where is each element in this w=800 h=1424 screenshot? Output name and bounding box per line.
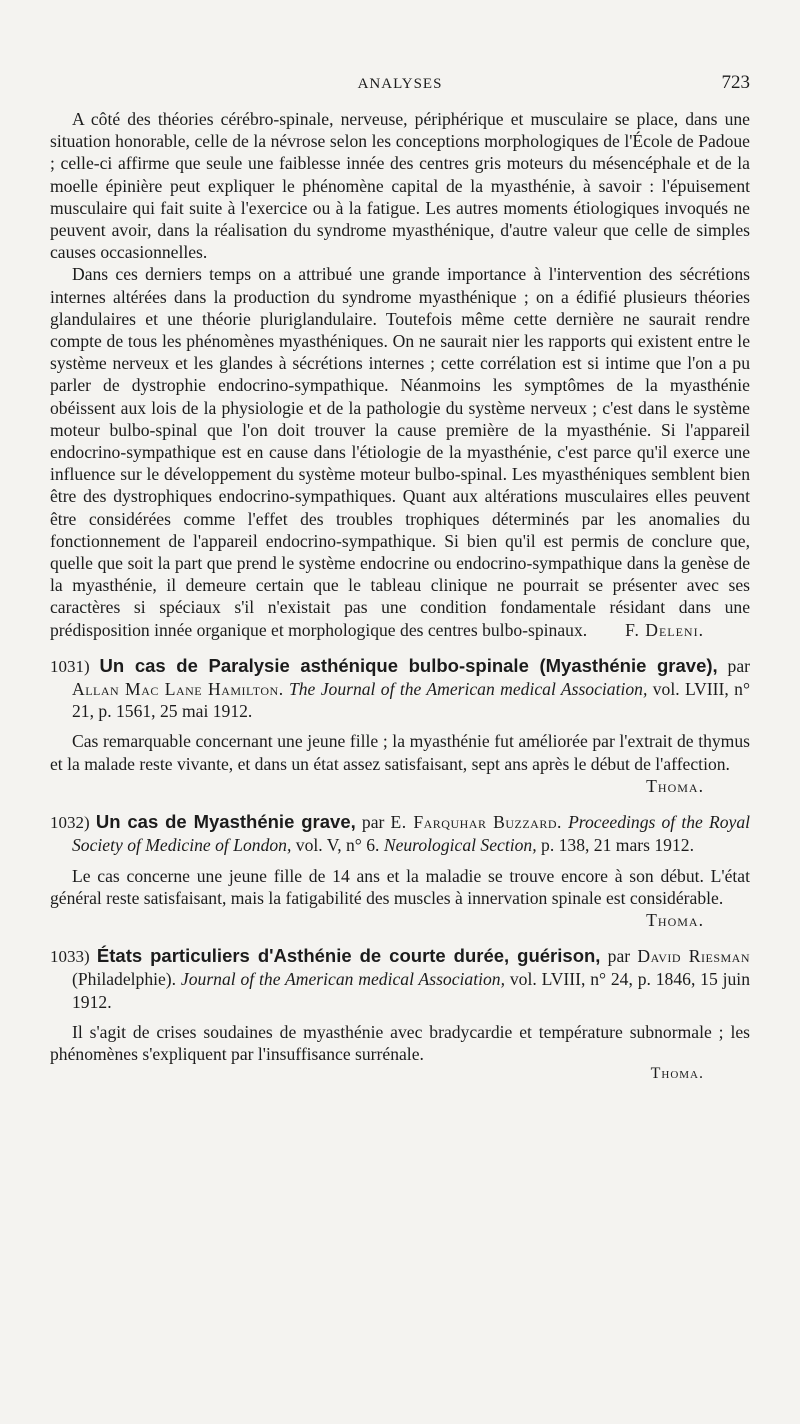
entry-summary: [50, 865, 750, 932]
entry-summary: Il s'agit de crises soudaines de myasthénie avec bradycardie et température subnormale ; les phénomènes s'expliquent par l'insuffisance surrénale.: [50, 1021, 750, 1064]
entry-summary-text: Le cas concerne une jeune fille de 14 ans et la maladie se trouve encore à son début. L'état général reste satisfaisant, mais la fatigabilité des muscles à innervation spinale est considérable.: [50, 865, 750, 908]
signature: Thoma.: [646, 909, 704, 930]
entry-by: par: [607, 946, 631, 967]
paragraph: A côté des théories cérébro-spinale, nerveuse, périphérique et musculaire se place, dans une situation honorable, celle de la névrose selon les conceptions morphologiques de l'École de Padoue ; celle-ci affirme que seule une faiblesse innée des centres gris moteurs du mésencéphale et de la moelle épinière peut expliquer le phénomène capital de la myasthénie, à savoir : l'épuisement musculaire qui fait suite à l'exercice ou à la fatigue. Les autres moments étiologiques invoqués ne peuvent avoir, dans la réalisation du syndrome myasthénique, d'autre valeur que celle de simples causes occasionnelles.: [50, 109, 750, 263]
paragraph-text: Dans ces derniers temps on a attribué une grande importance à l'intervention des sécrétions internes altérées dans la production du syndrome myasthénique ; on a édifié plusieurs théories glandulaires et une théorie pluriglandulaire. Toutefois même cette dernière ne saurait rendre compte de tous les phénomènes myasthéniques. On ne saurait nier les rapports qui existent entre le système nerveux et les glandes à sécrétions internes ; cette corrélation est si intime que l'on a pu parler de dystrophie endocrino-sympathique. Néanmoins les symptômes de la myasthénie obéissent aux lois de la physiologie et de la pathologie du système nerveux ; c'est dans le système moteur bulbo-spinal que l'on doit trouver la cause première de la myasthénie. Si l'appareil endocrino-sympathique est en cause dans l'étiologie de la myasthénie, c'est parce qu'il exerce une influence sur le développement du système moteur bulbo-spinal. Les myasthéniques semblent bien être des dystrophiques endocrino-sympathiques. Quant aux altérations musculaires elles peuvent être considérées comme l'effet des troubles trophiques déterminés par les anomalies du fonctionnement de l'appareil endocrino-sympathique. Si bien qu'il est permis de conclure que, quelle que soit la part que prend le système endocrine ou endocrino-sympathique dans la genèse de la myasthénie, il demeure certain que le tableau clinique ne pourrait se présenter avec ses caractères si spéciaux s'il n'existait pas une condition fondamentale résidant dans une prédisposition innée organique et morphologique des centres bulbo-spinaux.: [50, 264, 750, 640]
entry-journal-section: Neurological Section,: [383, 835, 537, 856]
entry-place: (Philadelphie).: [72, 969, 177, 990]
entry-author: Allan Mac Lane Hamilton.: [72, 679, 284, 700]
signature: Thoma.: [646, 775, 704, 796]
entry-heading: [50, 811, 750, 856]
entry-by: par: [361, 812, 385, 833]
entry-number: 1033): [50, 947, 90, 967]
page-number: 723: [721, 72, 750, 93]
abstract-entry: [50, 945, 750, 1083]
running-head: [50, 72, 750, 100]
entry-title: Un cas de Paralysie asthénique bulbo-spinale (Myasthénie grave),: [99, 654, 718, 676]
body-text: [50, 108, 750, 1083]
paragraph: [50, 263, 750, 640]
entry-by: par: [727, 655, 750, 676]
entry-author: E. Farquhar Buzzard.: [390, 812, 562, 833]
entry-heading: [50, 945, 750, 1013]
entry-summary: [50, 730, 750, 797]
entry-journal: Proceedings of the Royal Society of Medicine of London,: [72, 812, 751, 856]
entry-reference: vol. LVIII, n° 24, p. 1846, 15 juin 1912.: [72, 969, 750, 1012]
signature: F. Deleni.: [625, 619, 704, 640]
entry-title: Un cas de Myasthénie grave,: [95, 811, 356, 833]
entry-journal: Journal of the American medical Association,: [180, 969, 505, 990]
entry-number: 1032): [50, 813, 90, 833]
abstract-entry: [50, 655, 750, 797]
running-title: ANALYSES: [357, 76, 443, 92]
abstract-entry: [50, 811, 750, 931]
entry-heading: [50, 655, 750, 723]
entry-number: 1031): [50, 656, 90, 676]
entry-journal: The Journal of the American medical Association,: [288, 679, 648, 700]
entry-summary-text: Cas remarquable concernant une jeune fille ; la myasthénie fut améliorée par l'extrait de thymus et la malade reste vivante, et dans un état assez satisfaisant, sept ans après le début de l'affection.: [50, 731, 750, 774]
entry-title: États particuliers d'Asthénie de courte durée, guérison,: [96, 945, 601, 967]
entry-reference: vol. LVIII, n° 21, p. 1561, 25 mai 1912.: [72, 679, 750, 722]
page: [50, 0, 750, 1424]
entry-author: David Riesman: [637, 946, 750, 967]
entry-reference-volume: vol. V, n° 6.: [295, 835, 380, 856]
entry-reference: p. 138, 21 mars 1912.: [541, 835, 694, 856]
signature: Thoma.: [650, 1065, 704, 1083]
